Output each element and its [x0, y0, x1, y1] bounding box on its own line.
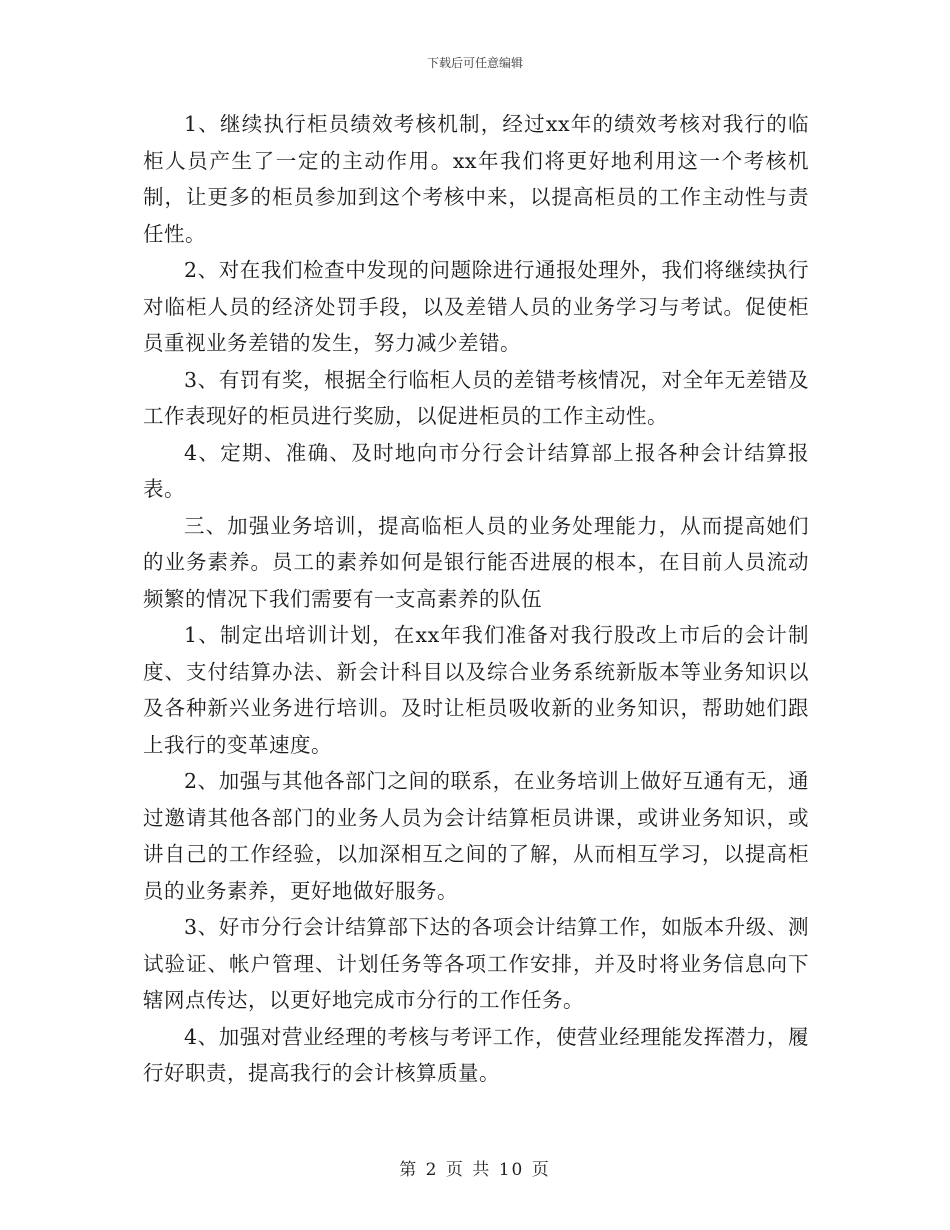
paragraph-1: 1、继续执行柜员绩效考核机制，经过xx年的绩效考核对我行的临柜人员产生了一定的主动作用。xx年我们将更好地利用这一个考核机制，让更多的柜员参加到这个考核中来，以提高柜员的工作主动性与责任性。	[143, 112, 809, 246]
paragraph-7: 2、加强与其他各部门之间的联系，在业务培训上做好互通有无，通过邀请其他各部门的业务人员为会计结算柜员讲课，或讲业务知识，或讲自己的工作经验，以加深相互之间的了解，从而相互学习，以提高柜员的业务素养，更好地做好服务。	[143, 769, 809, 903]
page-number: 第 2 页 共 10 页	[399, 1160, 551, 1180]
paragraph-8: 3、好市分行会计结算部下达的各项会计结算工作，如版本升级、测试验证、帐户管理、计划任务等各项工作安排，并及时将业务信息向下辖网点传达，以更好地完成市分行的工作任务。	[143, 915, 809, 1012]
paragraph-9: 4、加强对营业经理的考核与考评工作，使营业经理能发挥潜力，履行好职责，提高我行的会计核算质量。	[143, 1024, 809, 1085]
paragraph-3: 3、有罚有奖，根据全行临柜人员的差错考核情况，对全年无差错及工作表现好的柜员进行奖励，以促进柜员的工作主动性。	[143, 367, 809, 428]
paragraph-5: 三、加强业务培训，提高临柜人员的业务处理能力，从而提高她们的业务素养。员工的素养如何是银行能否进展的根本，在目前人员流动频繁的情况下我们需要有一支高素养的队伍	[143, 513, 809, 611]
document-body	[143, 106, 809, 1092]
page-header: 下载后可任意编辑	[426, 56, 523, 70]
paragraph-6: 1、制定出培训计划，在xx年我们准备对我行股改上市后的会计制度、支付结算办法、新会计科目以及综合业务系统新版本等业务知识以及各种新兴业务进行培训。及时让柜员吸收新的业务知识，帮助她们跟上我行的变革速度。	[143, 623, 809, 757]
paragraph-4: 4、定期、准确、及时地向市分行会计结算部上报各种会计结算报表。	[143, 440, 809, 501]
paragraph-2: 2、对在我们检查中发现的问题除进行通报处理外，我们将继续执行对临柜人员的经济处罚手段，以及差错人员的业务学习与考试。促使柜员重视业务差错的发生，努力减少差错。	[143, 258, 809, 355]
